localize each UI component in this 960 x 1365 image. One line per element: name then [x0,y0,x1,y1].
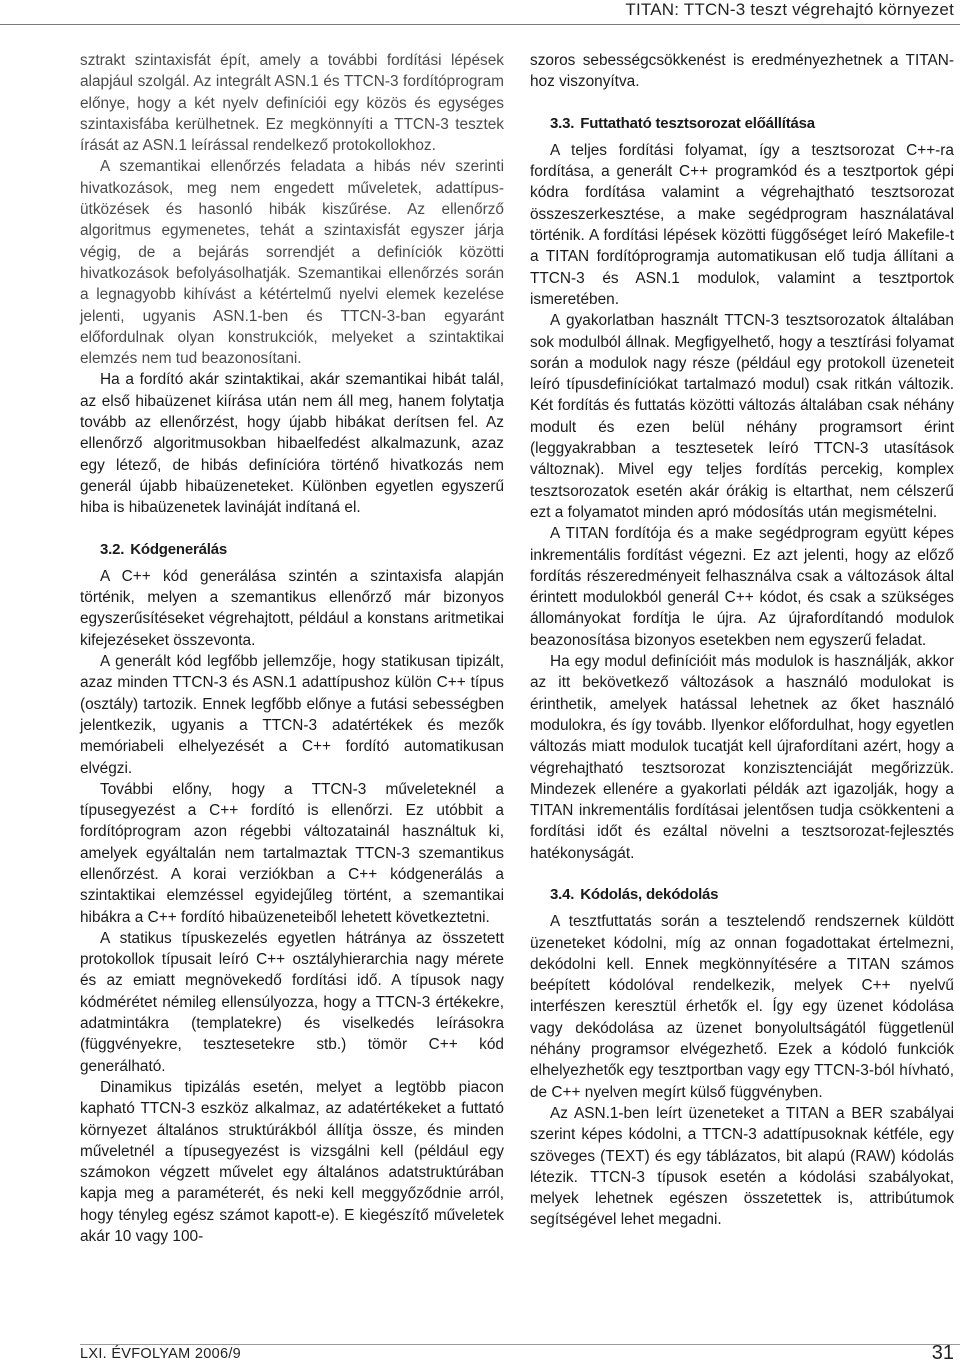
paragraph: További előny, hogy a TTCN-3 műveleteknél a típusegyezést a C++ fordító is ellenőrzi. Ez utóbbit a fordítóprogram azon régebbi változatainál használtuk ki, amelyek egyáltalán nem tartalmaztak TTCN-3 szemantikus ellenőrzést. A korai verziókban a C++ kódgenerálás a szintaktikai elemzéssel egyidejűleg történt, a szemantikai hibákra a C++ fordító hibaüzeneteiből lehetett következtetni. [80,780,504,926]
left-column [80,50,504,1247]
paragraph: Ha a fordító akár szintaktikai, akár szemantikai hibát talál, az első hibaüzenet kiírása után nem áll meg, hanem folytatja tovább az ellenőrzést, hogy újabb hibákat derítsen fel. Az ellenőrző algoritmusokban hibaelfedést alkalmazunk, azaz egy létező, de hibás definícióra történő hivatkozás nem generál újabb hibaüzeneteket. Különben egyetlen egyszerű hiba is hibaüzenetek lavináját indítaná el. [80,371,504,517]
section-heading-3-4 [530,884,954,905]
section-title: Kódolás, dekódolás [580,885,719,903]
footer-rule [80,1344,960,1345]
header-rule [0,24,960,25]
section-number: 3.2. [100,540,125,558]
paragraph: A teljes fordítási folyamat, így a tesztsorozat C++-ra fordítása, a generált C++ programkód és a tesztportok gépi kódra fordítása valamint a végrehajtható tesztsorozat összeszerkesztése, a make segédprogram használatával történik. A fordítási lépések közötti függőséget leíró Makefile-t a TITAN fordítóprogramja automatikusan elő tudja állítani a TTCN-3 és ASN.1 modulok, valamint a tesztportok ismeretében. [530,141,954,308]
paragraph: Dinamikus tipizálás esetén, melyet a legtöbb piacon kapható TTCN-3 eszköz alkalmaz, az adatértékeket a futtató környezet általános struktúrákból állítja össze, és minden műveletnél a típusegyezést is vizsgálni kell (például egy számokon végzett művelet egy általános adatstruktúrában kapja meg a paraméterét, és neki kell meggyőződnie arról, hogy tényleg egész számot kapott-e). E kiegészítő műveletek akár 10 vagy 100- [80,1078,504,1246]
paragraph: A statikus típuskezelés egyetlen hátránya az összetett protokollok típusait leíró C++ osztályhierarchia nagy mérete és az emiatt megnövekedő fordítási idő. A típusok nagy kódmérétet némileg ellensúlyozza, hogy a TTCN-3 értékekre, adatmintákra (templatekre) és viselkedés leírásokra (függvényekre, tesztesetekre stb.) tömör C++ kód generálható. [80,929,504,1075]
paragraph: A szemantikai ellenőrzés feladata a hibás név szerinti hivatkozások, meg nem engedett műveletek, adattípus-ütközések és hasonló hibák kiszűrése. Az ellenőrző algoritmus egymenetes, tehát a szintaxisfát egyszer járja végig, de a bejárás sorrendjét a definíciók közötti hivatkozások befolyásolhatják. Szemantikai ellenőrzés során a legnagyobb kihívást a kétértelmű nyelvi elemek kezelése jelenti, ugyanis ASN.1-ben és TTCN-3-ban egyaránt előfordulnak olyan konstrukciók, melyeket a szintaktikai elemzés nem tud beazonosítani. [80,158,504,368]
paragraph: A C++ kód generálása szintén a szintaxisfa alapján történik, melyen a szemantikus ellenőrző már bizonyos egyszerűsítéseket végrehajtott, például a konstans aritmetikai kifejezéseket összevonta. [80,567,504,649]
paragraph: A generált kód legfőbb jellemzője, hogy statikusan tipizált, azaz minden TTCN-3 és ASN.1 adattípushoz külön C++ típus (osztály) tartozik. Ennek legfőbb előnye a futási sebességben jelentkezik, ugyanis a TTCN-3 adatértékek és mezők memóriabeli elhelyezését a C++ fordító automatikusan elvégzi. [80,653,504,777]
paragraph: A tesztfuttatás során a tesztelendő rendszernek küldött üzeneteket kódolni, míg az onnan fogadottakat értelmezni, dekódolni kell. Ennek megkönnyítésére a TITAN számos beépített kódolóval rendelkezik, melyek C++ nyelvű interfészen keresztül érhetők el. Így egy üzenet kódolása vagy dekódolása az üzenet bonyolultságától függetlenül néhány programsor elvégezhető. Ezek a kódoló funkciók elhelyezhetők egy tesztportban vagy egy TTCN-3-ból hívható, de C++ nyelven megírt külső függvényben. [530,913,954,1101]
paragraph: A TITAN fordítója és a make segédprogram együtt képes inkrementális fordítást végezni. Ez azt jelenti, hogy az előző fordítás részeredményeit felhasználva csak a változások által érintett modulokból generál C++ kódot, és csak a szükséges állományokat fordítja le újra. Az újrafordítandó modulok beazonosítása bizonyos esetekben nem egyszerű feladat. [530,525,954,649]
running-title: TITAN: TTCN-3 teszt végrehajtó környezet [625,0,954,19]
section-title: Kódgenerálás [130,540,228,558]
paragraph: sztrakt szintaxisfát épít, amely a további fordítási lépések alapjául szolgál. Az integrált ASN.1 és TTCN-3 fordítóprogram előnye, hogy a két nyelv definíciói egy közös és egységes szintaxisfába kerülhetnek. Ez megkönnyíti a TTCN-3 tesztek írását az ASN.1 leírással rendelkező protokollokhoz. [80,52,504,155]
section-heading-3-3 [530,113,954,134]
page-number: 31 [931,1342,954,1364]
section-title: Futtatható tesztsorozat előállítása [580,114,815,132]
issue-label: LXI. ÉVFOLYAM 2006/9 [80,1346,242,1362]
right-column [530,50,954,1231]
paragraph: Az ASN.1-ben leírt üzeneteket a TITAN a BER szabályai szerint képes kódolni, a TTCN-3 adattípusoknak kétféle, egy szöveges (TEXT) és egy táblázatos, bit alapú (RAW) kódolás létezik. TTCN-3 típusok esetén a kódolási szabályokat, melyek lehetnek egészen összetettek is, attribútumok segítségével lehet megadni. [530,1104,954,1229]
section-number: 3.4. [550,885,575,903]
paragraph: Ha egy modul definícióit más modulok is használják, akkor az itt bekövetkező változások a használó modulokat is érinthetik, amelyek hatással lehetnek az őket használó modulokra, és így tovább. Ilyenkor előfordulhat, hogy egyetlen változás miatt modulok tucatját kell újrafordítani azért, hogy a végrehajtható tesztsorozat konzisztenciáját megőrizzük. Mindezek ellenére a gyakorlati példák azt igazolják, hogy a TITAN inkrementális fordításai jelentősen tudja csökkenteni a fordítási időt és ezáltal növelni a tesztsorozat-fejlesztés hatékonyságát. [530,653,954,862]
paragraph: A gyakorlatban használt TTCN-3 tesztsorozatok általában sok modulból állnak. Megfigyelhető, hogy a tesztírási folyamat során a modulok nagy része (például egy protokoll üzeneteit leíró típusdefiníciókat tartalmazó modul) csak ritkán változik. Két fordítás és futtatás közötti változás általában csak néhány modult és ezen belül néhány programsort érint (leggyakrabban a tesztesetek leíró TTCN-3 utasítások változnak). Mivel egy teljes fordítás percekig, komplex tesztsorozatok esetén akár órákig is eltarthat, nem célszerű ezt a folyamatot minden apró módosítás után megismételni. [530,312,954,521]
section-heading-3-2 [80,539,504,560]
paragraph: szoros sebességcsökkenést is eredményezhetnek a TITAN-hoz viszonyítva. [530,52,954,91]
section-number: 3.3. [550,114,575,132]
